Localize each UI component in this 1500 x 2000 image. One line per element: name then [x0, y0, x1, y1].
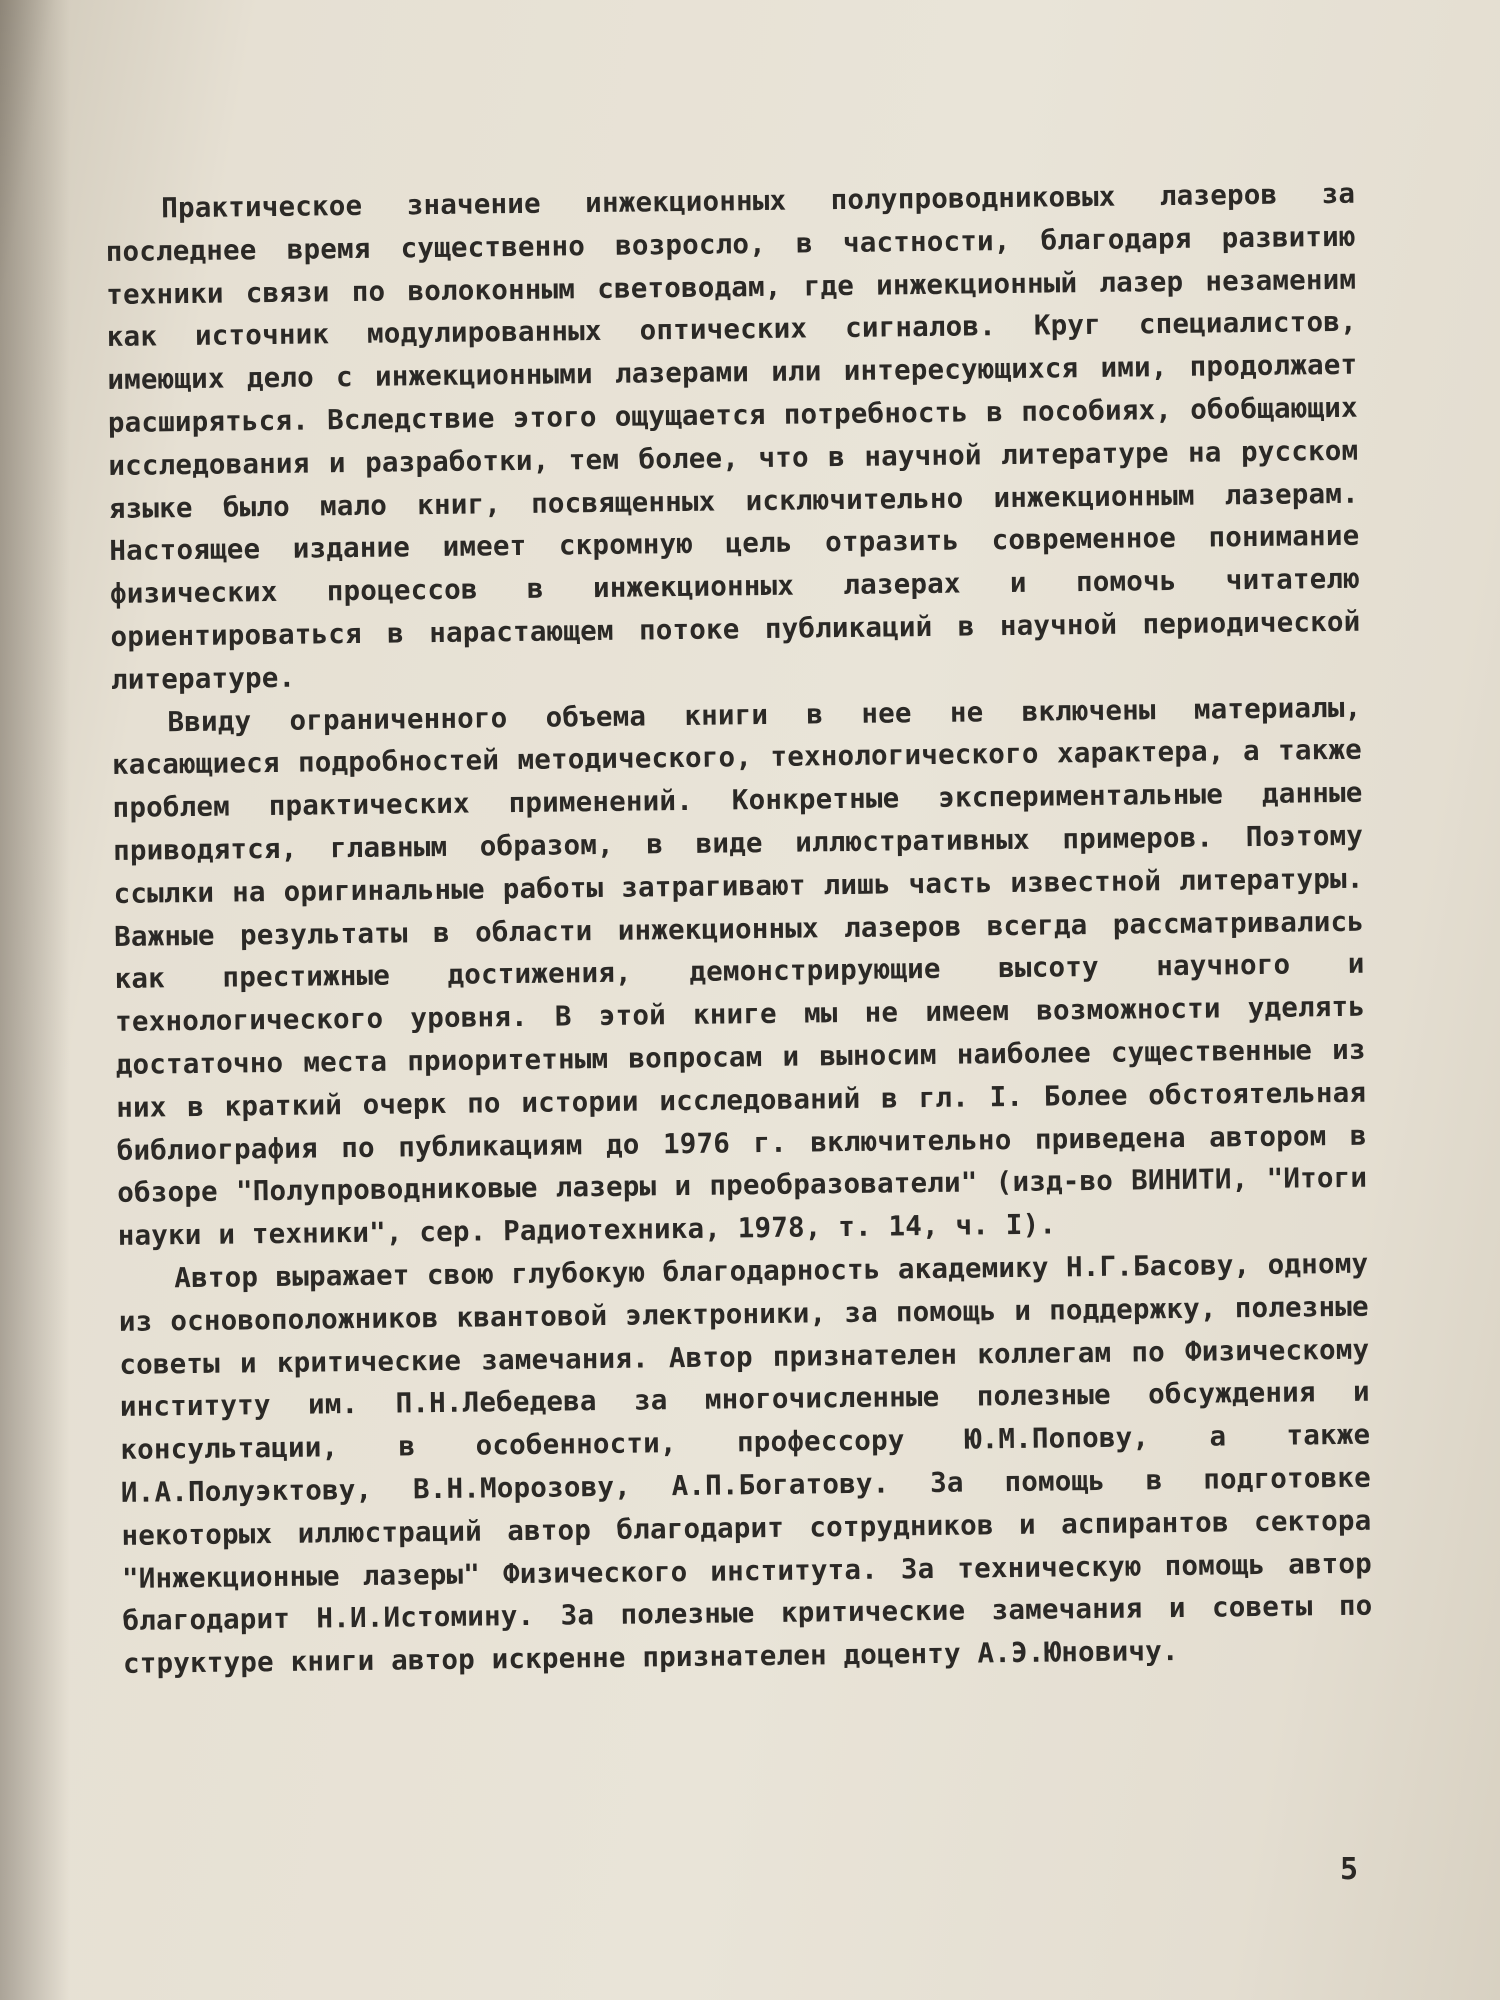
- page-number: 5: [1340, 1852, 1359, 1887]
- binding-shadow: [0, 0, 70, 2000]
- preface-text: [105, 173, 1373, 1686]
- paragraph-2: Ввиду ограниченного объема книги в нее не включены материалы, касающиеся подробностей методического, технологического характера, а также проблем практических применений. Конкретные экспериментальные данные приводятся, главным образом, в виде иллюстративных примеров. Поэтому ссылки на оригинальные работы затрагивают лишь часть известной литературы. Важные результаты в области инжекционных лазеров всегда рассматривались как престижные достижения, демонстрирующие высоту научного и технологического уровня. В этой книге мы не имеем возможности уделять достаточно места приоритетным вопросам и выносим наиболее существенные из них в краткий очерк по истории исследований в гл. I. Более обстоятельная библиография по публикациям до 1976 г. включительно приведена автором в обзоре "Полупроводниковые лазеры и преобразователи" (изд-во ВИНИТИ, "Итоги науки и техники", сер. Радиотехника, 1978, т. 14, ч. I).: [111, 691, 1368, 1253]
- paragraph-3: Автор выражает свою глубокую благодарность академику Н.Г.Басову, одному из основоположников квантовой электроники, за помощь и поддержку, полезные советы и критические замечания. Автор признателен коллегам по Физическому институту им. П.Н.Лебедева за многочисленные полезные обсуждения и консультации, в особенности, профессору Ю.М.Попову, а также И.А.Полуэктову, В.Н.Морозову, А.П.Богатову. За помощь в подготовке некоторых иллюстраций автор благодарит сотрудников и аспирантов сектора "Инжекционные лазеры" Физического института. За техническую помощь автор благодарит Н.И.Истомину. За полезные критические замечания и советы по структуре книги автор искренне признателен доценту А.Э.Юновичу.: [118, 1247, 1373, 1680]
- paragraph-1: Практическое значение инжекционных полупроводниковых лазеров за последнее время существенно возросло, в частности, благодаря развитию техники связи по волоконным световодам, где инжекционный лазер незаменим как источник модулированных оптических сигналов. Круг специалистов, имеющих дело с инжекционными лазерами или интересующихся ими, продолжает расширяться. Вследствие этого ощущается потребность в пособиях, обобщающих исследования и разработки, тем более, что в научной литературе на русском языке было мало книг, посвященных исключительно инжекционным лазерам. Настоящее издание имеет скромную цель отразить современное понимание физических процессов в инжекционных лазерах и помочь читателю ориентироваться в нарастающем потоке публикаций в научной периодической литературе.: [105, 177, 1361, 696]
